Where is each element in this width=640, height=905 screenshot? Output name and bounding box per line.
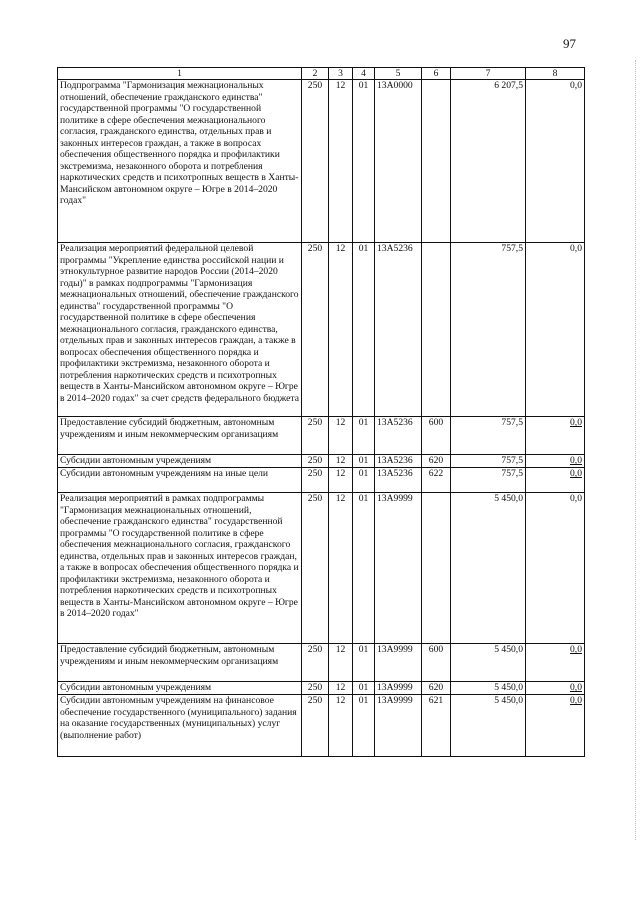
cell-amount-secondary bbox=[526, 417, 585, 455]
amount-secondary-value: 0,0 bbox=[570, 682, 582, 693]
cell-amount: 5 450,0 bbox=[451, 682, 526, 695]
cell-amount: 5 450,0 bbox=[451, 644, 526, 682]
cell-target-article: 13А9999 bbox=[375, 644, 422, 682]
cell-admin-code: 250 bbox=[302, 644, 329, 682]
row-name: Предоставление субсидий бюджетным, автономным учреждениям и иным некоммерческим организациям bbox=[58, 644, 302, 682]
table-row bbox=[58, 455, 585, 468]
cell-amount: 5 450,0 bbox=[451, 493, 526, 644]
page-number: 97 bbox=[563, 36, 576, 51]
cell-admin-code: 250 bbox=[302, 468, 329, 493]
table-row bbox=[58, 644, 585, 682]
cell-target-article: 13А9999 bbox=[375, 682, 422, 695]
row-name: Субсидии автономным учреждениям на финансовое обеспечение государственного (муниципального) задания на оказание государственных (муниципальных) услуг (выполнение работ) bbox=[58, 695, 302, 757]
cell-subsection: 01 bbox=[353, 695, 375, 757]
cell-subsection: 01 bbox=[353, 493, 375, 644]
cell-expense-type: 600 bbox=[422, 644, 451, 682]
cell-section: 12 bbox=[329, 695, 353, 757]
row-name: Реализация мероприятий федеральной целевой программы "Укрепление единства российской нации и этнокультурное развитие народов России (2014–2020 годы)" в рамках подпрограммы "Гармонизация межнациональных отношений, обеспечение гражданского единства" государственной программы "О государственной политике в сфере обеспечения межнационального согласия, гражданского единства, отдельных прав и законных интересов граждан, а также в вопросах обеспечения общественного порядка и профилактики экстремизма, незаконного оборота и потребления наркотических средств и психотропных веществ в Ханты-Мансийском автономном округе – Югре в 2014–2020 годах" за счет средств федерального бюджета bbox=[58, 243, 302, 417]
cell-target-article: 13А9999 bbox=[375, 695, 422, 757]
cell-admin-code: 250 bbox=[302, 417, 329, 455]
table-row bbox=[58, 417, 585, 455]
cell-subsection: 01 bbox=[353, 455, 375, 468]
table-row bbox=[58, 468, 585, 493]
budget-table bbox=[57, 67, 585, 757]
cell-admin-code: 250 bbox=[302, 493, 329, 644]
cell-subsection: 01 bbox=[353, 468, 375, 493]
row-name: Реализация мероприятий в рамках подпрограммы "Гармонизация межнациональных отношений, обеспечение гражданского единства" государственной программы "О государственной политике в сфере обеспечения межнационального согласия, гражданского единства, отдельных прав и законных интересов граждан, а также в вопросах обеспечения общественного порядка и профилактики экстремизма, незаконного оборота и потребления наркотических средств и психотропных веществ в Ханты-Мансийском автономном округе – Югре в 2014–2020 годах" bbox=[58, 493, 302, 644]
scan-edge-marks bbox=[632, 60, 636, 840]
table-row bbox=[58, 695, 585, 757]
table-header-row bbox=[58, 68, 585, 80]
cell-subsection: 01 bbox=[353, 417, 375, 455]
amount-secondary-value: 0,0 bbox=[570, 695, 582, 706]
column-header: 1 bbox=[58, 68, 302, 80]
row-name: Субсидии автономным учреждениям на иные цели bbox=[58, 468, 302, 493]
cell-admin-code: 250 bbox=[302, 455, 329, 468]
cell-amount: 5 450,0 bbox=[451, 695, 526, 757]
cell-admin-code: 250 bbox=[302, 80, 329, 243]
cell-admin-code: 250 bbox=[302, 243, 329, 417]
amount-secondary-value: 0,0 bbox=[570, 417, 582, 428]
amount-secondary-value: 0,0 bbox=[570, 644, 582, 655]
row-name: Предоставление субсидий бюджетным, автономным учреждениям и иным некоммерческим организациям bbox=[58, 417, 302, 455]
cell-subsection: 01 bbox=[353, 682, 375, 695]
cell-amount-secondary bbox=[526, 682, 585, 695]
cell-expense-type: 620 bbox=[422, 455, 451, 468]
cell-section: 12 bbox=[329, 80, 353, 243]
amount-secondary-value: 0,0 bbox=[570, 468, 582, 479]
cell-target-article: 13А5236 bbox=[375, 468, 422, 493]
column-header: 6 bbox=[422, 68, 451, 80]
cell-target-article: 13А0000 bbox=[375, 80, 422, 243]
table-row bbox=[58, 682, 585, 695]
table-row bbox=[58, 493, 585, 644]
column-header: 4 bbox=[353, 68, 375, 80]
cell-amount: 757,5 bbox=[451, 417, 526, 455]
column-header: 2 bbox=[302, 68, 329, 80]
cell-amount-secondary: 0,0 bbox=[526, 493, 585, 644]
amount-secondary-value: 0,0 bbox=[570, 455, 582, 466]
table-row bbox=[58, 243, 585, 417]
table-row bbox=[58, 80, 585, 243]
cell-section: 12 bbox=[329, 682, 353, 695]
cell-section: 12 bbox=[329, 493, 353, 644]
cell-amount: 757,5 bbox=[451, 455, 526, 468]
cell-expense-type bbox=[422, 493, 451, 644]
cell-amount: 757,5 bbox=[451, 468, 526, 493]
cell-amount: 757,5 bbox=[451, 243, 526, 417]
cell-expense-type: 620 bbox=[422, 682, 451, 695]
cell-section: 12 bbox=[329, 455, 353, 468]
cell-amount-secondary bbox=[526, 468, 585, 493]
column-header: 8 bbox=[526, 68, 585, 80]
cell-target-article: 13А5236 bbox=[375, 455, 422, 468]
cell-amount-secondary: 0,0 bbox=[526, 243, 585, 417]
cell-expense-type: 621 bbox=[422, 695, 451, 757]
cell-admin-code: 250 bbox=[302, 695, 329, 757]
cell-target-article: 13А5236 bbox=[375, 417, 422, 455]
column-header: 5 bbox=[375, 68, 422, 80]
cell-subsection: 01 bbox=[353, 80, 375, 243]
cell-expense-type: 600 bbox=[422, 417, 451, 455]
cell-subsection: 01 bbox=[353, 644, 375, 682]
cell-admin-code: 250 bbox=[302, 682, 329, 695]
cell-expense-type: 622 bbox=[422, 468, 451, 493]
cell-expense-type bbox=[422, 80, 451, 243]
cell-amount-secondary: 0,0 bbox=[526, 80, 585, 243]
row-name: Подпрограмма "Гармонизация межнациональных отношений, обеспечение гражданского единства" государственной программы "О государственной политике в сфере обеспечения межнационального согласия, гражданского единства, отдельных прав и законных интересов граждан, а также в вопросах обеспечения общественного порядка и профилактики экстремизма, незаконного оборота и потребления наркотических средств и психотропных веществ в Ханты-Мансийском автономном округе – Югре в 2014–2020 годах" bbox=[58, 80, 302, 243]
cell-section: 12 bbox=[329, 243, 353, 417]
cell-section: 12 bbox=[329, 468, 353, 493]
cell-expense-type bbox=[422, 243, 451, 417]
column-header: 7 bbox=[451, 68, 526, 80]
column-header: 3 bbox=[329, 68, 353, 80]
cell-target-article: 13А9999 bbox=[375, 493, 422, 644]
cell-amount-secondary bbox=[526, 644, 585, 682]
cell-section: 12 bbox=[329, 417, 353, 455]
cell-amount-secondary bbox=[526, 695, 585, 757]
cell-subsection: 01 bbox=[353, 243, 375, 417]
cell-section: 12 bbox=[329, 644, 353, 682]
row-name: Субсидии автономным учреждениям bbox=[58, 455, 302, 468]
cell-amount-secondary bbox=[526, 455, 585, 468]
cell-amount: 6 207,5 bbox=[451, 80, 526, 243]
cell-target-article: 13А5236 bbox=[375, 243, 422, 417]
row-name: Субсидии автономным учреждениям bbox=[58, 682, 302, 695]
